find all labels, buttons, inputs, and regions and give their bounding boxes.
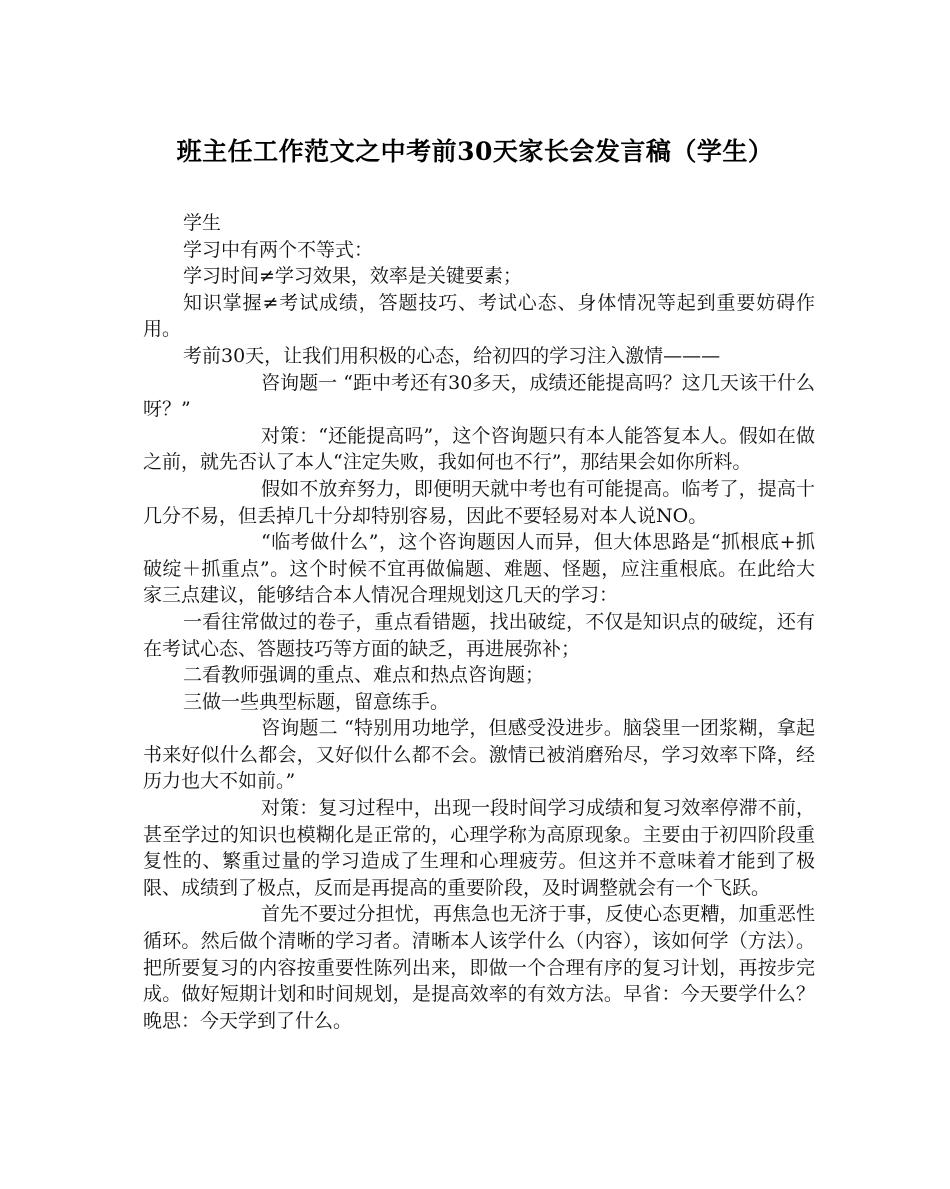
paragraph-question-two: 咨询题二 “特别用功地学，但感受没进步。脑袋里一团浆糊，拿起书来好似什么都会，又好似什么都不会。激情已被消磨殆尽，学习效率下降，经历力也大不如前。”	[143, 717, 815, 793]
paragraph-first-step: 首先不要过分担忧，再焦急也无济于事，反使心态更糟，加重恶性循环。然后做个清晰的学习者。清晰本人该学什么（内容），该如何学（方法）。把所要复习的内容按重要性陈列出来，即做一个合理有序的复习计划，再按步完成。做好短期计划和时间规划，是提高效率的有效方法。早省：今天要学什么？晚思：今天学到了什么。	[143, 903, 815, 1032]
paragraph-strategy-two: 对策：复习过程中，出现一段时间学习成绩和复习效率停滞不前，甚至学过的知识也模糊化是正常的，心理学称为高原现象。主要由于初四阶段重复性的、繁重过量的学习造成了生理和心理疲劳。但这并不意味着才能到了极限、成绩到了极点，反而是再提高的重要阶段，及时调整就会有一个飞跃。	[143, 797, 815, 899]
paragraph-advice-two: 二看教师强调的重点、难点和热点咨询题；	[183, 664, 545, 687]
paragraph-advice-one: 一看往常做过的卷子，重点看错题，找出破绽，不仅是知识点的破绽，还有在考试心态、答题技巧等方面的缺乏，再进展弥补；	[143, 610, 815, 660]
paragraph-strategy-one: 对策：“还能提高吗”，这个咨询题只有本人能答复本人。假如在做之前，就先否认了本人“注定失败，我如何也不行”，那结果会如你所料。	[143, 424, 815, 474]
paragraph-what-to-do: “临考做什么”，这个咨询题因人而异，但大体思路是“抓根底+抓破绽＋抓重点”。这个时候不宜再做偏题、难题、怪题，应注重根底。在此给大家三点建议，能够结合本人情况合理规划这几天的学习：	[143, 531, 815, 607]
paragraph-question-one: 咨询题一 “距中考还有30多天，成绩还能提高吗？这几天该干什么呀？”	[143, 371, 815, 421]
document-body	[143, 210, 815, 1034]
paragraph-time-vs-effect: 学习时间≠学习效果，效率是关键要素；	[183, 265, 522, 288]
paragraph-student: 学生	[183, 212, 222, 234]
document-title: 班主任工作范文之中考前30天家长会发言稿（学生）	[176, 137, 774, 166]
paragraph-advice-three: 三做一些典型标题，留意练手。	[183, 690, 450, 713]
paragraph-knowledge-vs-score: 知识掌握≠考试成绩，答题技巧、考试心态、身体情况等起到重要妨碍作用。	[143, 291, 815, 341]
paragraph-keep-trying: 假如不放弃努力，即便明天就中考也有可能提高。临考了，提高十几分不易，但丢掉几十分却特别容易，因此不要轻易对本人说NO。	[143, 477, 815, 527]
paragraph-30-days: 考前30天，让我们用积极的心态，给初四的学习注入激情———	[183, 344, 721, 367]
paragraph-two-inequalities: 学习中有两个不等式：	[183, 238, 374, 261]
